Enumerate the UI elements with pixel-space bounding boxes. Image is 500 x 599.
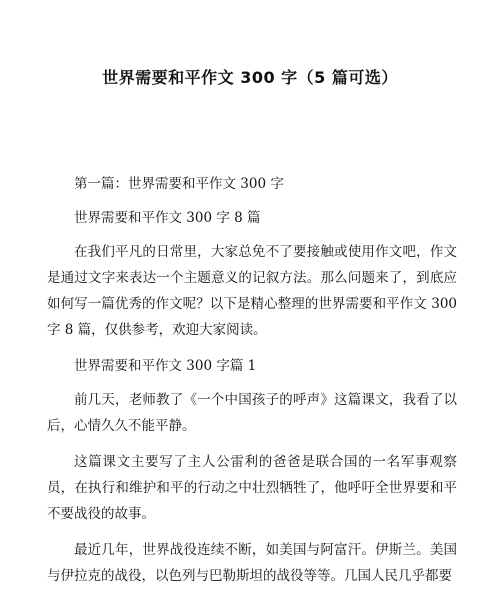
paragraph-4: 世界需要和平作文 300 字篇 1	[74, 358, 257, 374]
paragraph-1: 第一篇：世界需要和平作文 300 字	[74, 176, 284, 192]
paragraph-6: 这篇课文主要写了主人公雷利的爸爸是联合国的一名军事观察员，在执行和维护和平的行动之中壮烈牺牲了，他呼吁全世界要和平不要战役的故事。	[47, 454, 457, 522]
paragraph-3: 在我们平凡的日常里，大家总免不了要接触或使用作文吧，作文是通过文字来表达一个主题意义的记叙方法。那么问题来了，到底应如何写一篇优秀的作文呢？以下是精心整理的世界需要和平作文 300 字 8 篇，仅供参考，欢迎大家阅读。	[47, 244, 457, 338]
paragraph-5: 前几天，老师教了《一个中国孩子的呼声》这篇课文，我看了以后，心情久久不能平静。	[47, 392, 457, 434]
paragraph-7: 最近几年，世界战役连续不断，如美国与阿富汗。伊斯兰。美国与伊拉克的战役，以色列与巴勒斯坦的战役等等。几国人民几乎都要	[47, 542, 457, 584]
document-title: 世界需要和平作文 300 字（5 篇可选）	[102, 68, 398, 87]
document-body	[47, 171, 457, 599]
paragraph-2: 世界需要和平作文 300 字 8 篇	[74, 210, 261, 226]
